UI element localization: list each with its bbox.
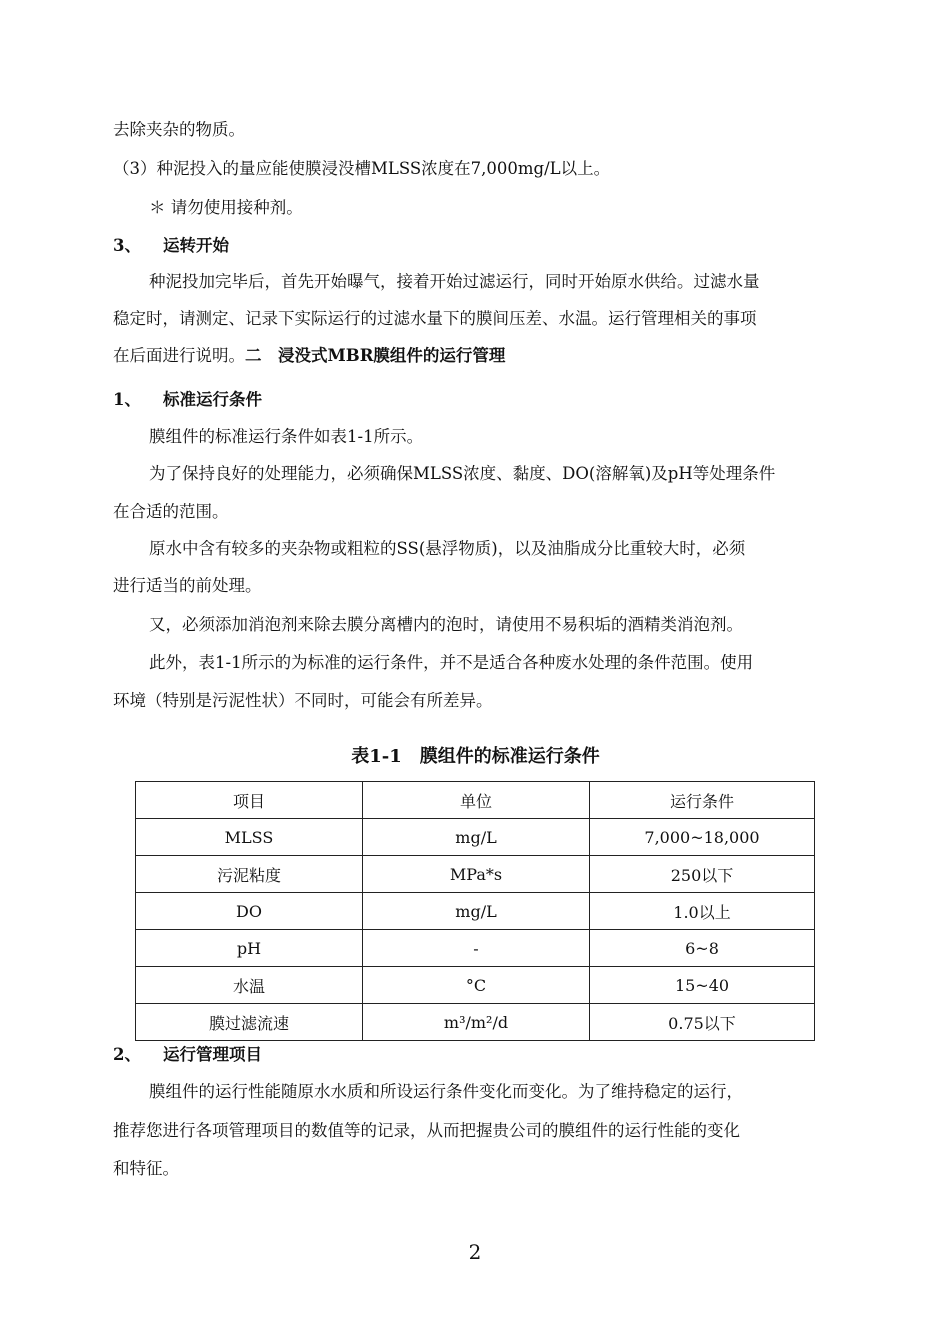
table-header-cell: 运行条件 — [590, 782, 815, 819]
table-cell: MLSS — [136, 819, 363, 856]
section-number: 3、 — [113, 236, 141, 255]
table-cell: 6~8 — [590, 930, 815, 967]
paragraph-line: 环境（特别是污泥性状）不同时，可能会有所差异。 — [113, 691, 493, 710]
paragraph-line: 为了保持良好的处理能力，必须确保MLSS浓度、黏度、DO(溶解氧)及pH等处理条件 — [149, 464, 776, 483]
paragraph-line: 进行适当的前处理。 — [113, 576, 262, 595]
table-cell: 7,000~18,000 — [590, 819, 815, 856]
table-cell: °C — [363, 967, 590, 1004]
table-row — [136, 819, 815, 856]
paragraph-line: （3）种泥投入的量应能使膜浸没槽MLSS浓度在7,000mg/L以上。 — [113, 159, 611, 178]
table-header-row — [136, 782, 815, 819]
paragraph-line: 去除夹杂的物质。 — [113, 120, 245, 139]
table-cell: 水温 — [136, 967, 363, 1004]
table-cell: mg/L — [363, 893, 590, 930]
section-title: 标准运行条件 — [163, 390, 262, 409]
table-cell: 250以下 — [590, 856, 815, 893]
paragraph-line: 此外，表1-1所示的为标准的运行条件，并不是适合各种废水处理的条件范围。使用 — [149, 653, 754, 672]
paragraph-text: 在后面进行说明。 — [113, 346, 245, 365]
table-cell: mg/L — [363, 819, 590, 856]
conditions-table — [135, 781, 815, 1041]
table-row — [136, 930, 815, 967]
paragraph-line: ＊ 请勿使用接种剂。 — [149, 198, 303, 217]
section-title: 运行管理项目 — [163, 1045, 262, 1064]
table-cell: m³/m²/d — [363, 1004, 590, 1041]
table-cell: DO — [136, 893, 363, 930]
section-number: 2、 — [113, 1045, 141, 1064]
page-number: 2 — [468, 1240, 482, 1264]
paragraph-line: 膜组件的标准运行条件如表1-1所示。 — [149, 427, 424, 446]
paragraph-line: 又，必须添加消泡剂来除去膜分离槽内的泡时，请使用不易积垢的酒精类消泡剂。 — [149, 615, 743, 634]
paragraph-line: 稳定时，请测定、记录下实际运行的过滤水量下的膜间压差、水温。运行管理相关的事项 — [113, 309, 757, 328]
table-cell: pH — [136, 930, 363, 967]
section-heading — [113, 1043, 262, 1066]
paragraph-line: 原水中含有较多的夹杂物或粗粒的SS(悬浮物质)，以及油脂成分比重较大时，必须 — [149, 539, 746, 558]
section-heading — [113, 388, 262, 411]
paragraph-line: 膜组件的运行性能随原水水质和所设运行条件变化而变化。为了维持稳定的运行， — [149, 1082, 743, 1101]
table-cell: MPa*s — [363, 856, 590, 893]
section-number: 1、 — [113, 390, 141, 409]
table-cell: 0.75以下 — [590, 1004, 815, 1041]
table-cell: - — [363, 930, 590, 967]
paragraph-line: 和特征。 — [113, 1159, 179, 1178]
paragraph-line: 在合适的范围。 — [113, 502, 229, 521]
table-header-cell: 项目 — [136, 782, 363, 819]
table-header-cell: 单位 — [363, 782, 590, 819]
table-title: 表1-1 膜组件的标准运行条件 — [351, 746, 600, 767]
table-cell: 膜过滤流速 — [136, 1004, 363, 1041]
table-cell: 15~40 — [590, 967, 815, 1004]
paragraph-line: 推荐您进行各项管理项目的数值等的记录，从而把握贵公司的膜组件的运行性能的变化 — [113, 1121, 740, 1140]
table-row — [136, 856, 815, 893]
paragraph-line — [113, 344, 505, 367]
section-title: 运转开始 — [163, 236, 229, 255]
table-cell: 污泥粘度 — [136, 856, 363, 893]
paragraph-line: 种泥投加完毕后，首先开始曝气，接着开始过滤运行，同时开始原水供给。过滤水量 — [149, 272, 760, 291]
chapter-heading: 二 浸没式MBR膜组件的运行管理 — [245, 346, 506, 365]
table-row — [136, 1004, 815, 1041]
table-row — [136, 893, 815, 930]
table-row — [136, 967, 815, 1004]
table-cell: 1.0以上 — [590, 893, 815, 930]
section-heading — [113, 234, 229, 257]
